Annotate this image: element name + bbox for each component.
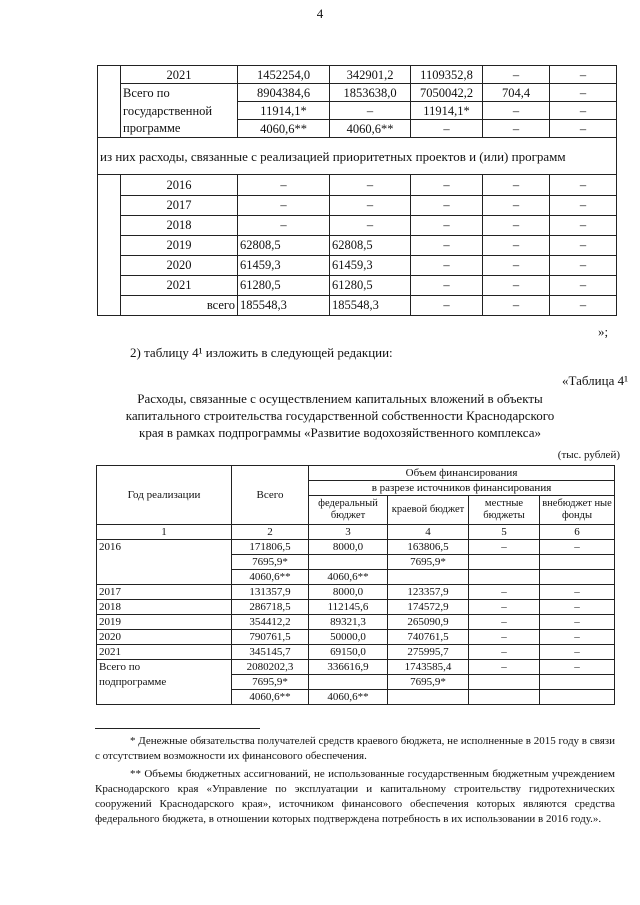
caption-line: края в рамках подпрограммы «Развитие водохозяйственного комплекса»: [139, 425, 541, 440]
table-cell: [98, 102, 121, 120]
table-cell: –: [550, 84, 617, 102]
table-cell: 50000,0: [309, 630, 388, 645]
table-cell: 61459,3: [330, 255, 411, 275]
table-cell: 185548,3: [330, 295, 411, 316]
table-cell: 62808,5: [238, 235, 330, 255]
table-cell: 89321,3: [309, 615, 388, 630]
table-cell: –: [469, 615, 540, 630]
table-row: [98, 84, 617, 102]
table-cell: –: [540, 540, 615, 555]
table-cell: 286718,5: [232, 600, 309, 615]
table-row: [98, 215, 617, 235]
capital-investment-table: [96, 465, 615, 705]
table-cell: 2021: [97, 645, 232, 660]
table-cell: 7695,9*: [388, 675, 469, 690]
table-cell: –: [469, 645, 540, 660]
table-cell: 2019: [97, 615, 232, 630]
table-cell: –: [469, 600, 540, 615]
table-cell: всего: [121, 295, 238, 316]
table-row-priority-heading: [98, 138, 617, 175]
table-row: [97, 555, 615, 570]
table-cell: –: [550, 295, 617, 316]
table-cell: 4060,6**: [232, 690, 309, 705]
table-cell: –: [483, 215, 550, 235]
table-cell: 2: [232, 525, 309, 540]
table-cell: [98, 235, 121, 255]
table-cell: –: [483, 120, 550, 138]
table-row: [97, 615, 615, 630]
table-cell: 6: [540, 525, 615, 540]
header-offbudget: внебюджет ные фонды: [540, 496, 615, 525]
table-cell: [540, 675, 615, 690]
table-cell: –: [483, 275, 550, 295]
table-cell: 61280,5: [330, 275, 411, 295]
units-note: (тыс. рублей): [557, 449, 620, 461]
table-cell: 11914,1*: [238, 102, 330, 120]
table-cell: 2016: [97, 540, 232, 555]
table-cell: –: [238, 175, 330, 196]
header-volume: Объем финансирования: [309, 466, 615, 481]
table-cell: [309, 555, 388, 570]
table-cell: –: [330, 215, 411, 235]
table-cell: [98, 195, 121, 215]
table-cell: –: [550, 195, 617, 215]
table-cell: Всего по: [121, 84, 238, 102]
table-cell: 8000,0: [309, 540, 388, 555]
table-cell: –: [469, 540, 540, 555]
table-cell: 7695,9*: [232, 555, 309, 570]
table-cell: Всего по: [97, 660, 232, 675]
table-cell: –: [550, 235, 617, 255]
table-cell: 69150,0: [309, 645, 388, 660]
table-cell: 4060,6**: [232, 570, 309, 585]
table-cell: [309, 675, 388, 690]
table-cell: [469, 690, 540, 705]
table-cell: 345145,7: [232, 645, 309, 660]
table-cell: 2021: [121, 66, 238, 84]
table-label: «Таблица 4¹: [562, 373, 628, 388]
table-row: [98, 175, 617, 196]
table-cell: –: [483, 66, 550, 84]
table-cell: –: [469, 660, 540, 675]
table-cell: 1853638,0: [330, 84, 411, 102]
table-cell: государственной: [121, 102, 238, 120]
table-cell: [540, 690, 615, 705]
table-cell: –: [550, 255, 617, 275]
table-row: [97, 645, 615, 660]
table-row: [97, 660, 615, 675]
closing-quote: »;: [598, 324, 609, 339]
table-cell: 2020: [97, 630, 232, 645]
table-cell: 740761,5: [388, 630, 469, 645]
table-cell: [469, 570, 540, 585]
table-row: [97, 630, 615, 645]
table-row: [97, 585, 615, 600]
table-cell: 4060,6**: [309, 690, 388, 705]
table-cell: –: [483, 195, 550, 215]
table-cell: 1452254,0: [238, 66, 330, 84]
table-row: [98, 235, 617, 255]
header-local: местные бюджеты: [469, 496, 540, 525]
table-cell: –: [483, 102, 550, 120]
table-cell: 2017: [121, 195, 238, 215]
table-cell: –: [330, 175, 411, 196]
table-cell: 336616,9: [309, 660, 388, 675]
table-row: [98, 295, 617, 316]
table-cell: –: [550, 102, 617, 120]
table-cell: 5: [469, 525, 540, 540]
header-federal: федеральный бюджет: [309, 496, 388, 525]
table-cell: [388, 690, 469, 705]
table-row: [97, 690, 615, 705]
table-cell: 2018: [121, 215, 238, 235]
table-cell: 4: [388, 525, 469, 540]
table-cell: –: [540, 660, 615, 675]
table-cell: 704,4: [483, 84, 550, 102]
table-cell: [98, 275, 121, 295]
table-row: [98, 275, 617, 295]
table-cell: –: [550, 66, 617, 84]
table-cell: подпрограмме: [97, 675, 232, 690]
table-row: [98, 255, 617, 275]
table-cell: 174572,9: [388, 600, 469, 615]
table-cell: [98, 175, 121, 196]
table-cell: 7695,9*: [232, 675, 309, 690]
table-cell: –: [469, 630, 540, 645]
table-caption: [80, 390, 600, 441]
column-numbers-row: [97, 525, 615, 540]
table-cell: 8000,0: [309, 585, 388, 600]
footnote-2: ** Объемы бюджетных ассигнований, не использованные государственным бюджетным учреждением Краснодарского края «Управление по эксплуатации и капитальному строительству гидротехнических сооружений Краснодарского края», источником финансового обеспечения которых являются средства федерального бюджета, в отношении которых подтверждена потребность в их использовании в 2016 году.».: [95, 768, 615, 825]
table-cell: –: [469, 585, 540, 600]
table-cell: 62808,5: [330, 235, 411, 255]
table-cell: 4060,6**: [309, 570, 388, 585]
table-cell: –: [330, 102, 411, 120]
table-cell: [97, 570, 232, 585]
table-cell: [469, 675, 540, 690]
table-row: [98, 102, 617, 120]
table-cell: [98, 255, 121, 275]
table-row: [97, 540, 615, 555]
table-cell: –: [238, 195, 330, 215]
header-regional: краевой бюджет: [388, 496, 469, 525]
table-cell: 2016: [121, 175, 238, 196]
table-cell: –: [411, 255, 483, 275]
table-cell: –: [483, 235, 550, 255]
header-by-source: в разрезе источников финансирования: [309, 481, 615, 496]
table-row: [98, 66, 617, 84]
table-cell: [469, 555, 540, 570]
table-cell: 7050042,2: [411, 84, 483, 102]
table-cell: 61280,5: [238, 275, 330, 295]
table-row: [97, 600, 615, 615]
caption-line: Расходы, связанные с осуществлением капитальных вложений в объекты: [137, 391, 543, 406]
table-cell: –: [540, 615, 615, 630]
table-cell: 1: [97, 525, 232, 540]
table-cell: 1109352,8: [411, 66, 483, 84]
table-cell: –: [540, 645, 615, 660]
header-year: Год реализации: [97, 466, 232, 525]
table-cell: 123357,9: [388, 585, 469, 600]
table-cell: 163806,5: [388, 540, 469, 555]
table-cell: –: [238, 215, 330, 235]
table-cell: –: [483, 175, 550, 196]
table-cell: 2020: [121, 255, 238, 275]
table-cell: из них расходы, связанные с реализацией приоритетных проектов и (или) программ: [98, 138, 617, 175]
table-cell: 2018: [97, 600, 232, 615]
table-cell: 2021: [121, 275, 238, 295]
table-cell: –: [550, 275, 617, 295]
table-cell: [98, 295, 121, 316]
table-cell: [388, 570, 469, 585]
table-cell: –: [483, 295, 550, 316]
table-cell: [97, 690, 232, 705]
table-row: [97, 675, 615, 690]
table-cell: –: [411, 295, 483, 316]
table-cell: 3: [309, 525, 388, 540]
table-cell: –: [550, 120, 617, 138]
table-cell: –: [411, 275, 483, 295]
table-cell: 185548,3: [238, 295, 330, 316]
table-cell: 11914,1*: [411, 102, 483, 120]
table-cell: –: [411, 215, 483, 235]
table-row: [98, 195, 617, 215]
table-cell: [540, 555, 615, 570]
table-cell: –: [483, 255, 550, 275]
page-number: 4: [316, 6, 324, 21]
table-cell: –: [411, 120, 483, 138]
instruction-text: 2) таблицу 4¹ изложить в следующей редакции:: [130, 345, 393, 360]
table-cell: 4060,6**: [330, 120, 411, 138]
table-cell: [97, 555, 232, 570]
table-cell: –: [540, 630, 615, 645]
caption-line: капитального строительства государственной собственности Краснодарского: [125, 408, 555, 423]
table-cell: 7695,9*: [388, 555, 469, 570]
table-cell: 61459,3: [238, 255, 330, 275]
table-cell: [98, 120, 121, 138]
table-cell: [540, 570, 615, 585]
table-cell: [98, 215, 121, 235]
table-cell: программе: [121, 120, 238, 138]
table-cell: 275995,7: [388, 645, 469, 660]
table-cell: 131357,9: [232, 585, 309, 600]
table-cell: 2017: [97, 585, 232, 600]
table-cell: –: [540, 585, 615, 600]
table-cell: 112145,6: [309, 600, 388, 615]
table-header-row: [97, 466, 615, 481]
table-cell: 790761,5: [232, 630, 309, 645]
table-cell: 8904384,6: [238, 84, 330, 102]
program-expenses-table: [97, 65, 617, 316]
table-cell: [98, 84, 121, 102]
table-cell: 1743585,4: [388, 660, 469, 675]
table-cell: 354412,2: [232, 615, 309, 630]
table-cell: –: [411, 175, 483, 196]
table-cell: –: [411, 235, 483, 255]
table-row: [98, 120, 617, 138]
table-cell: 2019: [121, 235, 238, 255]
table-cell: –: [330, 195, 411, 215]
table-cell: –: [411, 195, 483, 215]
table-cell: 342901,2: [330, 66, 411, 84]
table-cell: –: [550, 175, 617, 196]
table-cell: 265090,9: [388, 615, 469, 630]
footnote-1: * Денежные обязательства получателей средств краевого бюджета, не исполненные в 2015 году в связи с отсутствием возможности их финансового обеспечения.: [95, 735, 615, 762]
footnote-divider: [95, 728, 260, 729]
table-cell: 2080202,3: [232, 660, 309, 675]
table-cell: [98, 66, 121, 84]
table-cell: –: [540, 600, 615, 615]
table-cell: –: [550, 215, 617, 235]
table-cell: 4060,6**: [238, 120, 330, 138]
header-total: Всего: [232, 466, 309, 525]
table-cell: 171806,5: [232, 540, 309, 555]
table-row: [97, 570, 615, 585]
